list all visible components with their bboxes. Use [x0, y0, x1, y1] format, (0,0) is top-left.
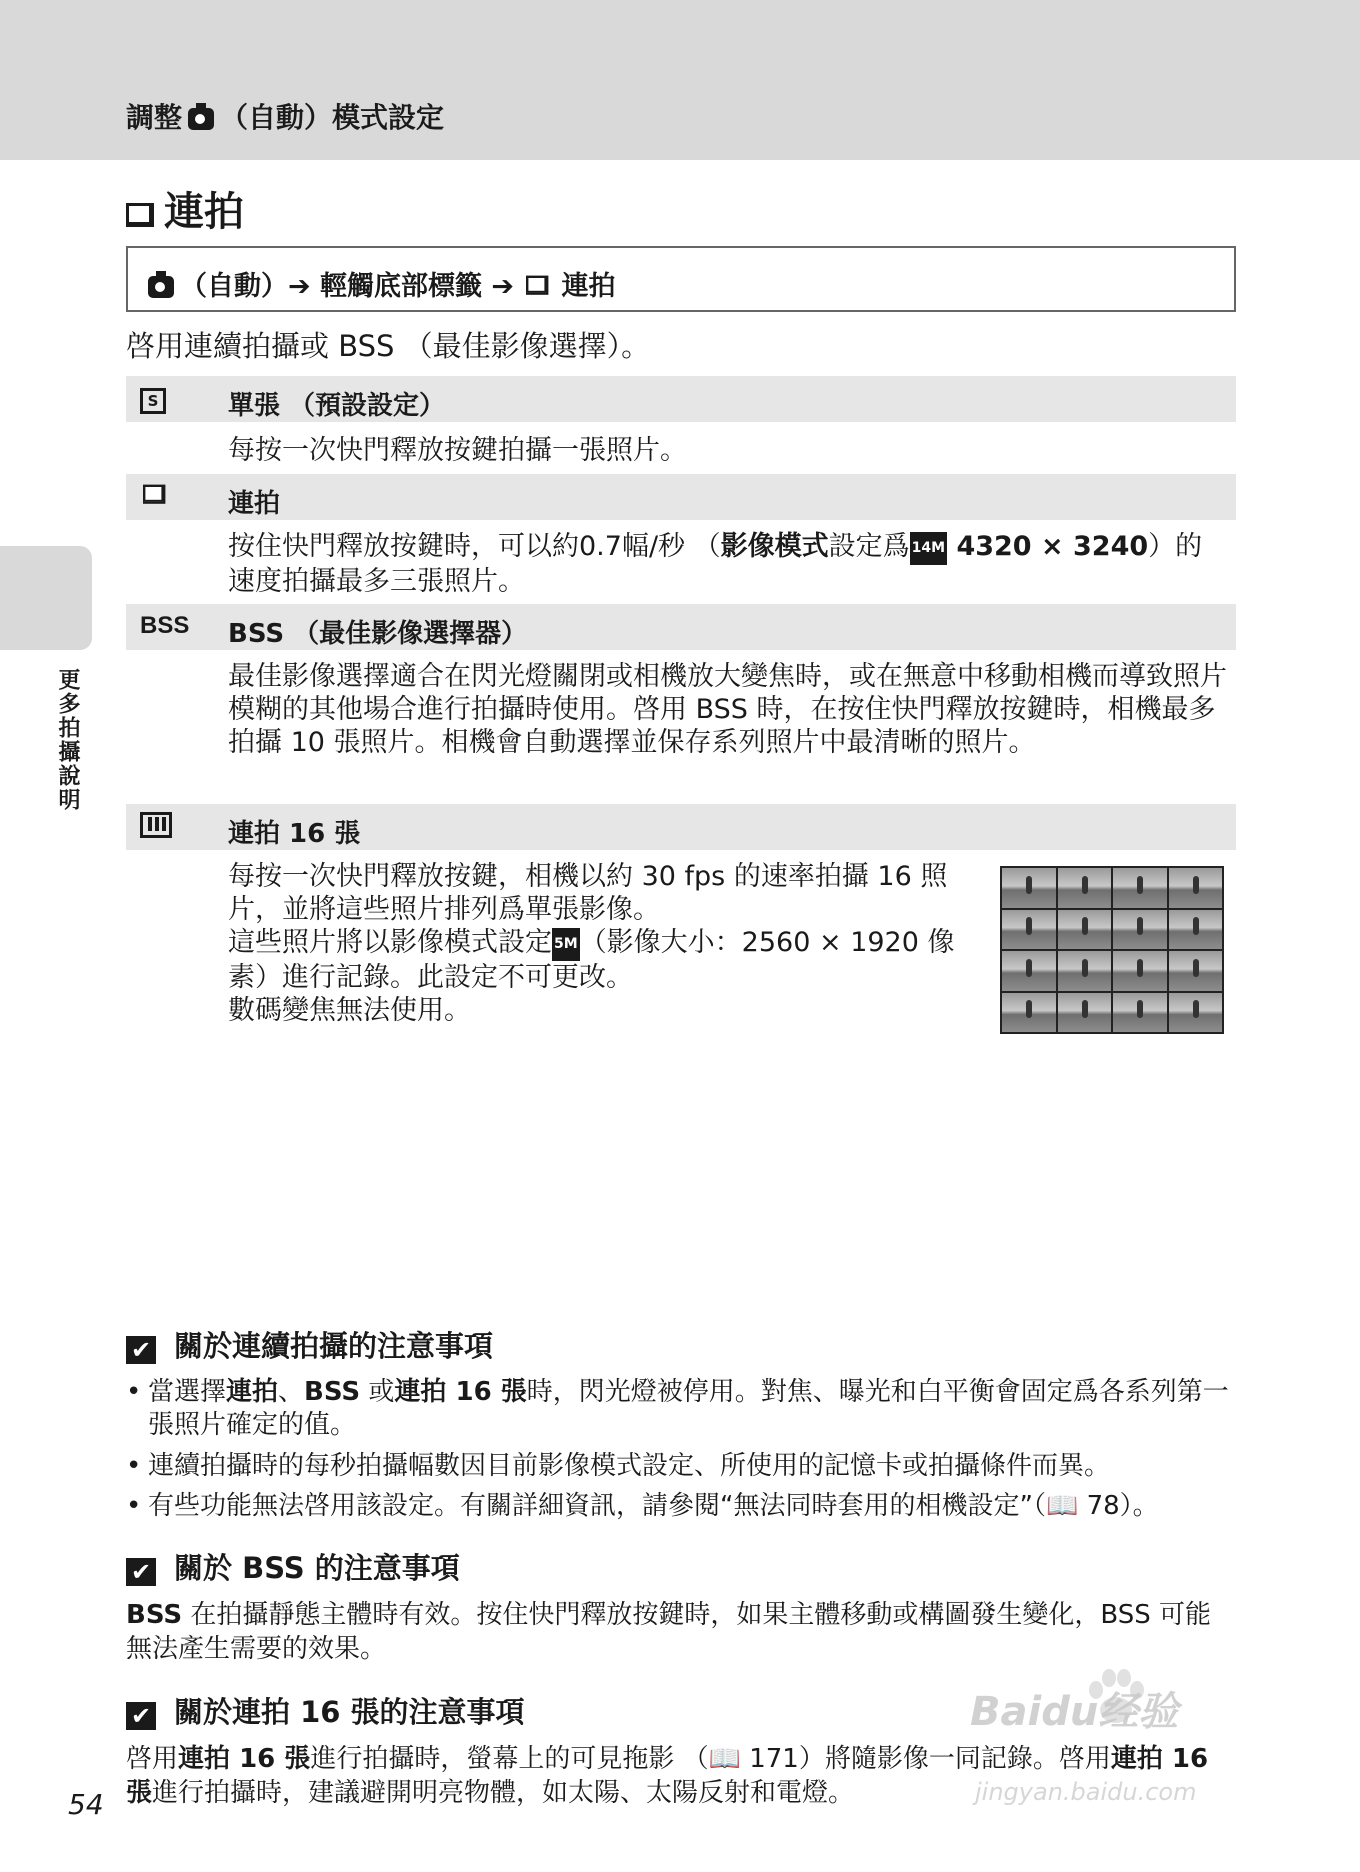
- continuous-icon: [140, 482, 178, 510]
- check-icon: ✔: [126, 1702, 156, 1730]
- chapter-side-tab: [0, 546, 92, 650]
- note-heading: ✔ 關於連拍 16 張的注意事項: [126, 1690, 525, 1731]
- option-row-single: [126, 376, 1236, 422]
- multi-shot-16-icon: [140, 812, 172, 844]
- navigation-path: （自動）➔ 輕觸底部標籤 ➔ 連拍: [142, 264, 615, 303]
- image-size-5m-icon: 5M: [552, 928, 580, 961]
- camera-icon: [148, 276, 174, 298]
- note-paragraph: BSS 在拍攝靜態主體時有效。按住快門釋放按鍵時，如果主體移動或構圖發生變化，BSS 可能無法產生需要的效果。: [126, 1600, 1212, 1664]
- note-bullet: • 連續拍攝時的每秒拍攝幅數因目前影像模式設定、所使用的記憶卡或拍攝條件而異。: [126, 1451, 1111, 1481]
- single-shot-icon: S: [140, 384, 166, 414]
- watermark-url: jingyan.baidu.com: [975, 1778, 1197, 1806]
- intro-text: 啓用連續拍攝或 BSS （最佳影像選擇）。: [126, 329, 651, 363]
- option-label: BSS （最佳影像選擇器）: [228, 619, 528, 649]
- note-heading: ✔ 關於 BSS 的注意事項: [126, 1546, 460, 1587]
- note-bullet: • 當選擇連拍、BSS 或連拍 16 張時，閃光燈被停用。對焦、曝光和白平衡會固定爲各系列第一張照片確定的值。: [126, 1377, 1229, 1440]
- note-paragraph: 啓用連拍 16 張進行拍攝時，螢幕上的可見拖影 （📖 171）將隨影像一同記錄。啓用連拍 16 張進行拍攝時，建議避開明亮物體，如太陽、太陽反射和電燈。: [126, 1744, 1209, 1808]
- option-description: 最佳影像選擇適合在閃光燈關閉或相機放大變焦時，或在無意中移動相機而導致照片模糊的其他場合進行拍攝時使用。啓用 BSS 時，在按住快門釋放按鍵時，相機最多拍攝 10 張照片。相機會自動選擇並保存系列照片中最清晰的照片。: [228, 661, 1227, 758]
- option-row-continuous: [126, 474, 1236, 520]
- note-heading: ✔ 關於連續拍攝的注意事項: [126, 1324, 493, 1365]
- navigation-path-box: [126, 246, 1236, 312]
- check-icon: ✔: [126, 1336, 156, 1364]
- header-band: [0, 0, 1360, 160]
- image-size-14m-icon: 14M: [910, 532, 947, 565]
- option-row-bss: [126, 604, 1236, 650]
- chapter-label: 更多拍攝說明: [55, 668, 80, 812]
- multishot-sample-image: [1000, 866, 1224, 1034]
- bss-icon: BSS: [140, 612, 190, 639]
- section-title: 連拍: [126, 180, 244, 237]
- option-label: 連拍: [228, 489, 281, 519]
- page-number: 54: [68, 1788, 104, 1821]
- option-description: 每按一次快門釋放按鍵，相機以約 30 fps 的速率拍攝 16 照片，並將這些照片排列爲單張影像。 這些照片將以影像模式設定 5M（影像大小：2560 × 1920 像素）進行記錄。此設定不可更改。 數碼變焦無法使用。: [228, 861, 955, 1026]
- watermark: Baidu经验: [970, 1689, 1179, 1735]
- camera-icon: [188, 108, 214, 130]
- page-header-title: 調整 （自動）模式設定: [126, 101, 445, 134]
- option-label: 連拍 16 張: [228, 819, 361, 849]
- option-row-multishot16: [126, 804, 1236, 850]
- option-description: 按住快門釋放按鍵時，可以約0.7幅/秒 （影像模式設定爲 14M 4320 × 3240）的速度拍攝最多三張照片。: [228, 531, 1203, 597]
- note-bullet: • 有些功能無法啓用該設定。有關詳細資訊，請參閱“無法同時套用的相機設定”（📖 78）。: [126, 1491, 1159, 1521]
- continuous-icon: [126, 203, 156, 229]
- check-icon: ✔: [126, 1558, 156, 1586]
- continuous-icon: [526, 276, 550, 297]
- option-label: 單張 （預設設定）: [228, 391, 446, 421]
- option-description: 每按一次快門釋放按鍵拍攝一張照片。: [228, 435, 687, 466]
